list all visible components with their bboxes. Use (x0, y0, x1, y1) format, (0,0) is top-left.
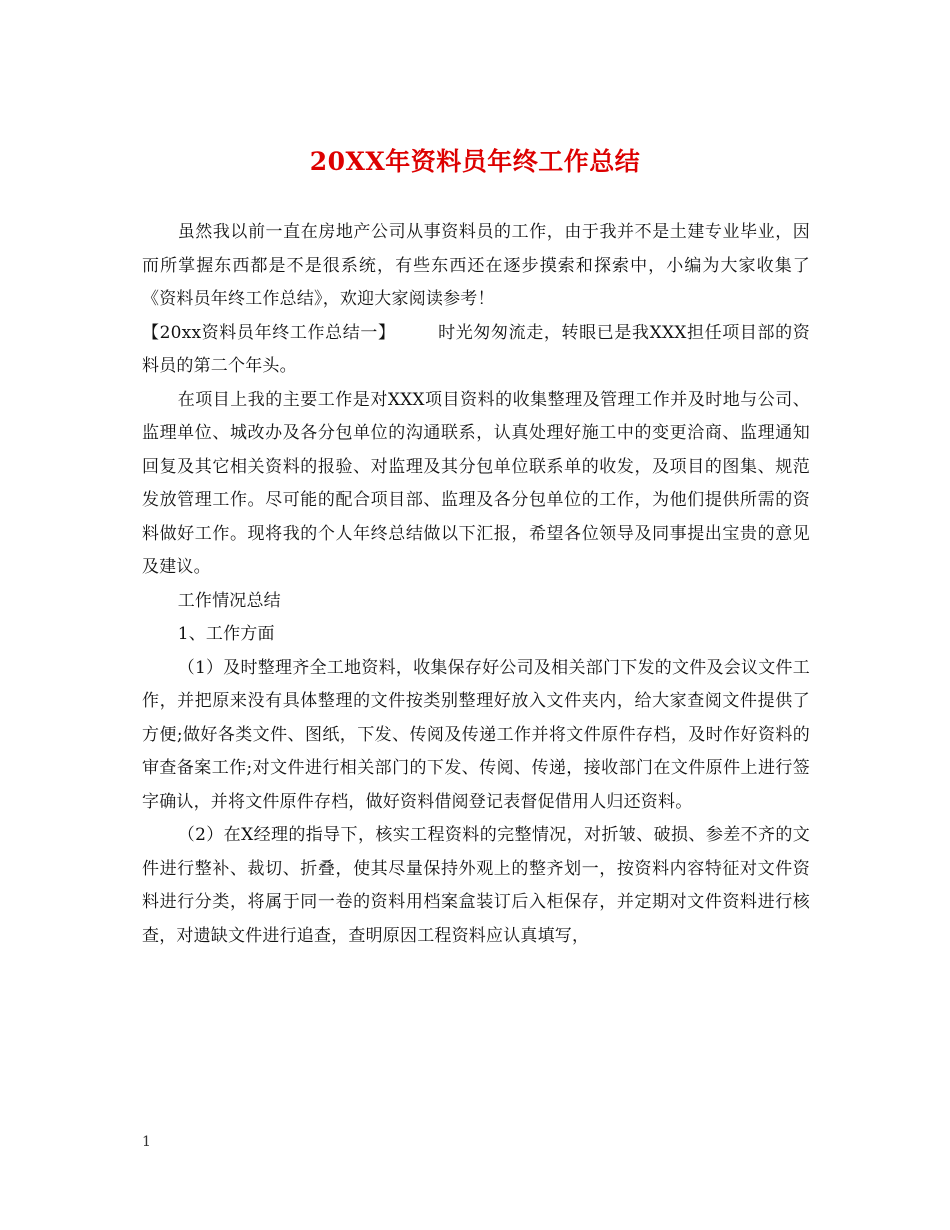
section-heading-line (142, 317, 810, 384)
work-duties-paragraph: 在项目上我的主要工作是对XXX项目资料的收集整理及管理工作并及时地与公司、监理单位、城改办及各分包单位的沟通联系，认真处理好施工中的变更洽商、监理通知回复及其它相关资料的报验、对监理及其分包单位联系单的收发，及项目的图集、规范发放管理工作。尽可能的配合项目部、监理及各分包单位的工作，为他们提供所需的资料做好工作。现将我的个人年终总结做以下汇报，希望各位领导及同事提出宝贵的意见及建议。 (142, 389, 810, 577)
item-1-paragraph: （1）及时整理齐全工地资料，收集保存好公司及相关部门下发的文件及会议文件工作，并把原来没有具体整理的文件按类别整理好放入文件夹内，给大家查阅文件提供了方便;做好各类文件、图纸，下发、传阅及传递工作并将文件原件存档，及时作好资料的审查备案工作;对文件进行相关部门的下发、传阅、传递，接收部门在文件原件上进行签字确认，并将文件原件存档，做好资料借阅登记表督促借用人归还资料。 (142, 657, 810, 812)
document-title: 20XX年资料员年终工作总结 (309, 147, 641, 176)
document-body (142, 216, 810, 953)
section-heading: 【20xx资料员年终工作总结一】 (142, 322, 396, 343)
intro-paragraph: 虽然我以前一直在房地产公司从事资料员的工作，由于我并不是土建专业毕业，因而所掌握东西都是不是很系统，有些东西还在逐步摸索和探索中，小编为大家收集了《资料员年终工作总结》，欢迎大家阅读参考！ (142, 222, 810, 309)
work-summary-heading: 工作情况总结 (177, 590, 281, 611)
work-aspect-heading: 1、工作方面 (177, 624, 275, 644)
item-2-paragraph: （2）在X经理的指导下，核实工程资料的完整情况，对折皱、破损、参差不齐的文件进行整补、裁切、折叠，使其尽量保持外观上的整齐划一，按资料内容特征对文件资料进行分类，将属于同一卷的资料用档案盒装订后入柜保存，并定期对文件资料进行核查，对遗缺文件进行追查，查明原因工程资料应认真填写， (142, 825, 810, 946)
page-number: 1 (142, 1134, 151, 1150)
section-opening-text: 时光匆匆流走，转眼已是我XXX担任项目部的资料员的第二个年头。 (142, 322, 810, 376)
